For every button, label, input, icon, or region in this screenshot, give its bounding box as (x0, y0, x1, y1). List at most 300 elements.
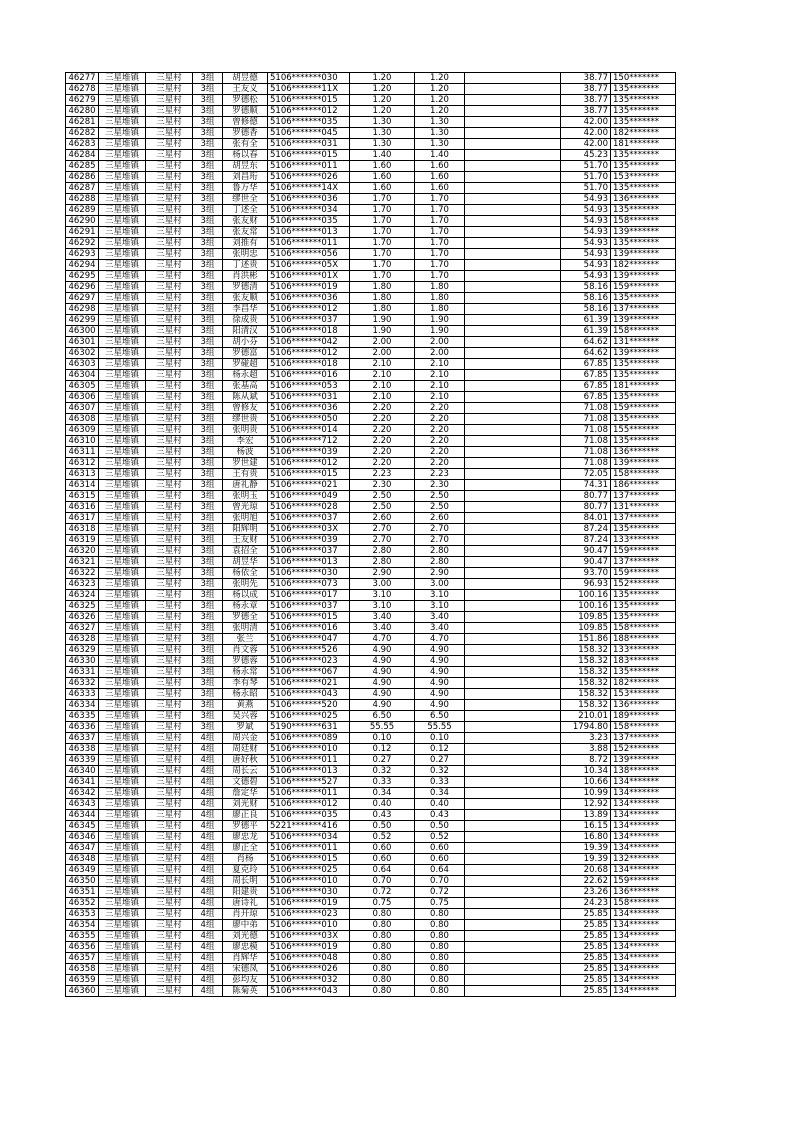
cell-village: 三星村 (146, 447, 193, 458)
cell-name: 杨永常 (223, 667, 268, 678)
cell-group: 3组 (193, 359, 223, 370)
cell-id-number: 5106*******073 (268, 579, 350, 590)
cell-amount: 25.85 (561, 986, 611, 997)
cell-id: 46330 (66, 656, 99, 667)
cell-area1: 0.60 (350, 843, 415, 854)
cell-id-number: 5106*******030 (268, 568, 350, 579)
table-row (66, 612, 676, 623)
cell-town: 三星堆镇 (99, 799, 146, 810)
cell-blank (465, 359, 561, 370)
cell-village: 三星村 (146, 249, 193, 260)
cell-id-number: 5106*******010 (268, 744, 350, 755)
cell-phone: 135******* (611, 601, 676, 612)
table-row (66, 348, 676, 359)
cell-name: 黄燕 (223, 700, 268, 711)
cell-village: 三星村 (146, 95, 193, 106)
cell-village: 三星村 (146, 755, 193, 766)
cell-id-number: 5106*******011 (268, 843, 350, 854)
cell-id-number: 5106*******03X (268, 524, 350, 535)
cell-town: 三星堆镇 (99, 293, 146, 304)
cell-town: 三星堆镇 (99, 865, 146, 876)
cell-blank (465, 689, 561, 700)
cell-id-number: 5221*******416 (268, 821, 350, 832)
table-row (66, 964, 676, 975)
cell-area1: 0.64 (350, 865, 415, 876)
cell-group: 4组 (193, 909, 223, 920)
cell-amount: 54.93 (561, 205, 611, 216)
table-row (66, 73, 676, 84)
cell-amount: 23.26 (561, 887, 611, 898)
table-row (66, 469, 676, 480)
cell-id-number: 5106*******019 (268, 898, 350, 909)
cell-amount: 42.00 (561, 139, 611, 150)
cell-town: 三星堆镇 (99, 678, 146, 689)
cell-town: 三星堆镇 (99, 150, 146, 161)
cell-area2: 3.10 (415, 601, 465, 612)
cell-amount: 22.62 (561, 876, 611, 887)
cell-area1: 0.33 (350, 777, 415, 788)
table-body (66, 73, 676, 997)
cell-area1: 0.72 (350, 887, 415, 898)
cell-area1: 1.30 (350, 117, 415, 128)
cell-group: 3组 (193, 161, 223, 172)
cell-area2: 1.40 (415, 150, 465, 161)
cell-id-number: 5106*******026 (268, 172, 350, 183)
table-row (66, 865, 676, 876)
cell-area1: 1.70 (350, 194, 415, 205)
cell-area2: 0.80 (415, 909, 465, 920)
cell-blank (465, 942, 561, 953)
cell-name: 夏克玲 (223, 865, 268, 876)
cell-area1: 4.90 (350, 689, 415, 700)
cell-id-number: 5106*******015 (268, 612, 350, 623)
cell-name: 王友义 (223, 84, 268, 95)
cell-area1: 2.20 (350, 458, 415, 469)
cell-area1: 2.20 (350, 403, 415, 414)
cell-name: 王有贵 (223, 469, 268, 480)
cell-town: 三星堆镇 (99, 359, 146, 370)
cell-blank (465, 205, 561, 216)
cell-area1: 4.90 (350, 667, 415, 678)
cell-area1: 1.70 (350, 227, 415, 238)
cell-id-number: 5106*******014 (268, 425, 350, 436)
cell-village: 三星村 (146, 920, 193, 931)
cell-blank (465, 590, 561, 601)
cell-group: 3组 (193, 524, 223, 535)
cell-id-number: 5106*******017 (268, 590, 350, 601)
cell-village: 三星村 (146, 227, 193, 238)
cell-town: 三星堆镇 (99, 909, 146, 920)
cell-phone: 134******* (611, 909, 676, 920)
cell-id-number: 5106*******012 (268, 799, 350, 810)
cell-group: 3组 (193, 392, 223, 403)
cell-area2: 2.90 (415, 568, 465, 579)
cell-phone: 135******* (611, 95, 676, 106)
table-row (66, 326, 676, 337)
cell-blank (465, 84, 561, 95)
cell-town: 三星堆镇 (99, 568, 146, 579)
cell-id: 46347 (66, 843, 99, 854)
cell-name: 杨以成 (223, 590, 268, 601)
cell-id: 46320 (66, 546, 99, 557)
cell-id: 46355 (66, 931, 99, 942)
cell-town: 三星堆镇 (99, 612, 146, 623)
cell-id-number: 5106*******023 (268, 909, 350, 920)
cell-blank (465, 326, 561, 337)
table-row (66, 359, 676, 370)
cell-area2: 0.64 (415, 865, 465, 876)
cell-blank (465, 744, 561, 755)
cell-town: 三星堆镇 (99, 183, 146, 194)
cell-blank (465, 810, 561, 821)
cell-village: 三星村 (146, 722, 193, 733)
cell-name: 陈从斌 (223, 392, 268, 403)
table-row (66, 524, 676, 535)
cell-village: 三星村 (146, 403, 193, 414)
cell-village: 三星村 (146, 964, 193, 975)
cell-phone: 152******* (611, 579, 676, 590)
cell-phone: 136******* (611, 447, 676, 458)
cell-id: 46315 (66, 491, 99, 502)
cell-area2: 1.30 (415, 117, 465, 128)
cell-name: 廖中弟 (223, 920, 268, 931)
cell-area1: 1.70 (350, 260, 415, 271)
table-row (66, 161, 676, 172)
cell-name: 罗德平 (223, 821, 268, 832)
cell-village: 三星村 (146, 381, 193, 392)
table-row (66, 601, 676, 612)
cell-phone: 182******* (611, 678, 676, 689)
cell-town: 三星堆镇 (99, 326, 146, 337)
cell-id: 46314 (66, 480, 99, 491)
cell-amount: 61.39 (561, 315, 611, 326)
cell-area2: 6.50 (415, 711, 465, 722)
cell-phone: 135******* (611, 117, 676, 128)
cell-id: 46334 (66, 700, 99, 711)
cell-id-number: 5106*******056 (268, 249, 350, 260)
table-row (66, 304, 676, 315)
cell-town: 三星堆镇 (99, 260, 146, 271)
cell-name: 杨波 (223, 447, 268, 458)
cell-amount: 24.23 (561, 898, 611, 909)
cell-village: 三星村 (146, 887, 193, 898)
cell-area1: 0.80 (350, 953, 415, 964)
cell-group: 3组 (193, 447, 223, 458)
cell-name: 杨永超 (223, 370, 268, 381)
table-row (66, 733, 676, 744)
cell-blank (465, 788, 561, 799)
cell-town: 三星堆镇 (99, 942, 146, 953)
cell-town: 三星堆镇 (99, 304, 146, 315)
cell-area1: 1.60 (350, 161, 415, 172)
table-row (66, 205, 676, 216)
cell-id: 46317 (66, 513, 99, 524)
cell-amount: 71.08 (561, 403, 611, 414)
cell-blank (465, 656, 561, 667)
cell-blank (465, 557, 561, 568)
cell-blank (465, 755, 561, 766)
cell-id-number: 5106*******010 (268, 920, 350, 931)
cell-blank (465, 865, 561, 876)
cell-town: 三星堆镇 (99, 766, 146, 777)
cell-group: 3组 (193, 205, 223, 216)
cell-phone: 139******* (611, 315, 676, 326)
cell-phone: 137******* (611, 733, 676, 744)
cell-village: 三星村 (146, 282, 193, 293)
cell-id-number: 5106*******043 (268, 986, 350, 997)
cell-group: 3组 (193, 557, 223, 568)
cell-id: 46342 (66, 788, 99, 799)
cell-blank (465, 513, 561, 524)
cell-blank (465, 469, 561, 480)
cell-blank (465, 238, 561, 249)
cell-phone: 153******* (611, 172, 676, 183)
cell-area2: 1.80 (415, 282, 465, 293)
cell-group: 3组 (193, 117, 223, 128)
cell-id: 46290 (66, 216, 99, 227)
cell-town: 三星堆镇 (99, 425, 146, 436)
cell-area2: 2.70 (415, 535, 465, 546)
cell-id: 46278 (66, 84, 99, 95)
cell-amount: 38.77 (561, 73, 611, 84)
cell-blank (465, 535, 561, 546)
cell-id-number: 5106*******031 (268, 392, 350, 403)
cell-village: 三星村 (146, 260, 193, 271)
cell-id: 46345 (66, 821, 99, 832)
table-row (66, 513, 676, 524)
cell-area2: 2.20 (415, 447, 465, 458)
cell-phone: 139******* (611, 249, 676, 260)
cell-town: 三星堆镇 (99, 986, 146, 997)
cell-name: 罗德富 (223, 348, 268, 359)
cell-village: 三星村 (146, 733, 193, 744)
cell-id-number: 5106*******015 (268, 150, 350, 161)
cell-town: 三星堆镇 (99, 458, 146, 469)
cell-phone: 134******* (611, 865, 676, 876)
cell-area1: 2.10 (350, 392, 415, 403)
cell-blank (465, 678, 561, 689)
cell-id: 46319 (66, 535, 99, 546)
cell-amount: 25.85 (561, 953, 611, 964)
cell-id-number: 5106*******039 (268, 447, 350, 458)
cell-blank (465, 370, 561, 381)
cell-phone: 134******* (611, 986, 676, 997)
cell-phone: 134******* (611, 799, 676, 810)
cell-name: 吴兴蓉 (223, 711, 268, 722)
cell-group: 3组 (193, 73, 223, 84)
cell-area1: 2.70 (350, 535, 415, 546)
cell-blank (465, 667, 561, 678)
cell-group: 4组 (193, 931, 223, 942)
table-row (66, 436, 676, 447)
cell-area1: 2.10 (350, 370, 415, 381)
cell-town: 三星堆镇 (99, 788, 146, 799)
cell-area2: 1.70 (415, 227, 465, 238)
cell-phone: 135******* (611, 370, 676, 381)
cell-village: 三星村 (146, 656, 193, 667)
cell-blank (465, 425, 561, 436)
cell-name: 鲁万华 (223, 183, 268, 194)
cell-town: 三星堆镇 (99, 392, 146, 403)
cell-id-number: 5106*******089 (268, 733, 350, 744)
cell-area1: 2.50 (350, 502, 415, 513)
cell-id-number: 5106*******712 (268, 436, 350, 447)
cell-id-number: 5106*******012 (268, 348, 350, 359)
cell-area2: 0.80 (415, 975, 465, 986)
cell-phone: 189******* (611, 711, 676, 722)
cell-area2: 2.10 (415, 370, 465, 381)
cell-area2: 0.10 (415, 733, 465, 744)
cell-area2: 0.43 (415, 810, 465, 821)
cell-amount: 71.08 (561, 436, 611, 447)
cell-amount: 45.23 (561, 150, 611, 161)
cell-name: 张有全 (223, 139, 268, 150)
cell-id: 46343 (66, 799, 99, 810)
cell-area1: 1.70 (350, 205, 415, 216)
cell-village: 三星村 (146, 502, 193, 513)
cell-town: 三星堆镇 (99, 216, 146, 227)
cell-phone: 136******* (611, 194, 676, 205)
cell-amount: 54.93 (561, 227, 611, 238)
cell-town: 三星堆镇 (99, 370, 146, 381)
cell-area2: 1.30 (415, 128, 465, 139)
cell-name: 周长明 (223, 876, 268, 887)
cell-amount: 25.85 (561, 931, 611, 942)
cell-town: 三星堆镇 (99, 271, 146, 282)
cell-amount: 54.93 (561, 249, 611, 260)
cell-group: 3组 (193, 216, 223, 227)
cell-group: 4组 (193, 964, 223, 975)
cell-phone: 135******* (611, 161, 676, 172)
cell-id: 46292 (66, 238, 99, 249)
cell-amount: 71.08 (561, 414, 611, 425)
cell-area2: 2.20 (415, 414, 465, 425)
cell-amount: 12.92 (561, 799, 611, 810)
cell-group: 3组 (193, 546, 223, 557)
cell-name: 徐成贵 (223, 315, 268, 326)
cell-group: 3组 (193, 436, 223, 447)
cell-town: 三星堆镇 (99, 656, 146, 667)
cell-id-number: 5106*******035 (268, 810, 350, 821)
cell-group: 3组 (193, 183, 223, 194)
cell-phone: 134******* (611, 843, 676, 854)
cell-area2: 2.60 (415, 513, 465, 524)
cell-phone: 133******* (611, 645, 676, 656)
cell-blank (465, 194, 561, 205)
cell-area1: 1.70 (350, 216, 415, 227)
cell-area2: 4.90 (415, 678, 465, 689)
cell-id-number: 5106*******028 (268, 502, 350, 513)
cell-area1: 2.80 (350, 546, 415, 557)
cell-phone: 158******* (611, 469, 676, 480)
cell-phone: 134******* (611, 788, 676, 799)
cell-area1: 2.30 (350, 480, 415, 491)
cell-town: 三星堆镇 (99, 931, 146, 942)
cell-phone: 134******* (611, 832, 676, 843)
cell-amount: 58.16 (561, 304, 611, 315)
cell-area2: 0.75 (415, 898, 465, 909)
cell-name: 罗德顺 (223, 106, 268, 117)
cell-amount: 25.85 (561, 975, 611, 986)
cell-blank (465, 876, 561, 887)
cell-amount: 71.08 (561, 458, 611, 469)
cell-village: 三星村 (146, 271, 193, 282)
cell-id: 46358 (66, 964, 99, 975)
table-row (66, 491, 676, 502)
cell-id-number: 5106*******021 (268, 678, 350, 689)
cell-id: 46351 (66, 887, 99, 898)
cell-area1: 0.70 (350, 876, 415, 887)
cell-name: 唐好秋 (223, 755, 268, 766)
cell-area1: 1.90 (350, 315, 415, 326)
cell-blank (465, 117, 561, 128)
cell-group: 3组 (193, 194, 223, 205)
table-row (66, 458, 676, 469)
cell-id: 46301 (66, 337, 99, 348)
cell-blank (465, 293, 561, 304)
cell-phone: 139******* (611, 458, 676, 469)
cell-phone: 136******* (611, 887, 676, 898)
cell-blank (465, 821, 561, 832)
cell-id-number: 5106*******526 (268, 645, 350, 656)
cell-area2: 1.70 (415, 271, 465, 282)
cell-phone: 135******* (611, 612, 676, 623)
cell-village: 三星村 (146, 942, 193, 953)
cell-id: 46316 (66, 502, 99, 513)
cell-id: 46359 (66, 975, 99, 986)
cell-group: 3组 (193, 260, 223, 271)
cell-name: 罗碰超 (223, 359, 268, 370)
cell-group: 4组 (193, 832, 223, 843)
cell-town: 三星堆镇 (99, 502, 146, 513)
cell-area1: 3.10 (350, 601, 415, 612)
table-row (66, 898, 676, 909)
cell-area2: 0.34 (415, 788, 465, 799)
cell-blank (465, 843, 561, 854)
cell-area2: 2.10 (415, 392, 465, 403)
cell-blank (465, 832, 561, 843)
cell-area2: 1.80 (415, 304, 465, 315)
cell-id-number: 5106*******010 (268, 876, 350, 887)
cell-id: 46321 (66, 557, 99, 568)
cell-group: 4组 (193, 821, 223, 832)
cell-village: 三星村 (146, 821, 193, 832)
cell-area2: 4.70 (415, 634, 465, 645)
cell-village: 三星村 (146, 810, 193, 821)
cell-group: 3组 (193, 227, 223, 238)
cell-town: 三星堆镇 (99, 480, 146, 491)
cell-id-number: 5106*******011 (268, 238, 350, 249)
cell-village: 三星村 (146, 293, 193, 304)
cell-id-number: 5106*******018 (268, 359, 350, 370)
cell-village: 三星村 (146, 370, 193, 381)
cell-id: 46338 (66, 744, 99, 755)
cell-amount: 100.16 (561, 590, 611, 601)
cell-town: 三星堆镇 (99, 469, 146, 480)
cell-village: 三星村 (146, 304, 193, 315)
cell-area1: 4.70 (350, 634, 415, 645)
cell-area1: 1.30 (350, 128, 415, 139)
cell-id: 46335 (66, 711, 99, 722)
cell-area2: 1.30 (415, 139, 465, 150)
cell-id: 46300 (66, 326, 99, 337)
cell-id: 46289 (66, 205, 99, 216)
cell-town: 三星堆镇 (99, 744, 146, 755)
cell-id-number: 5106*******05X (268, 260, 350, 271)
cell-village: 三星村 (146, 645, 193, 656)
cell-name: 张明贵 (223, 425, 268, 436)
cell-area1: 2.80 (350, 557, 415, 568)
